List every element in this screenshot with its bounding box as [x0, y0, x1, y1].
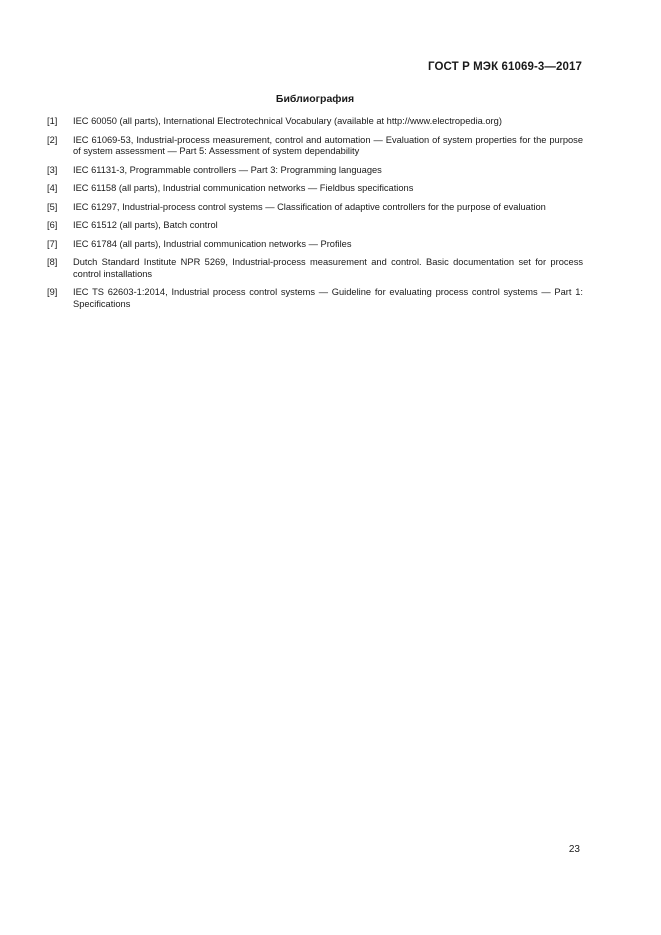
reference-number: [5]: [47, 201, 58, 212]
reference-text: IEC 61131-3, Programmable controllers — Part 3: Programming languages: [73, 164, 382, 175]
reference-item: [47, 202, 583, 214]
bibliography-title: Библиография: [275, 93, 355, 105]
reference-item: [47, 116, 583, 128]
reference-number: [2]: [47, 134, 58, 145]
reference-text: IEC 61784 (all parts), Industrial communication networks — Profiles: [73, 238, 352, 249]
reference-text: IEC 60050 (all parts), International Electrotechnical Vocabulary (available at http://www.electropedia.org): [73, 116, 502, 126]
reference-item: [47, 287, 583, 310]
reference-text: IEC 61069-53, Industrial-process measurement, control and automation — Evaluation of system properties for the purpose of system assessment — Part 5: Assessment of system dependability: [73, 134, 583, 156]
reference-item: [47, 183, 583, 195]
reference-item: [47, 220, 583, 232]
reference-item: [47, 239, 583, 251]
reference-number: [8]: [47, 257, 58, 267]
reference-number: [7]: [47, 238, 58, 249]
bibliography-list: [47, 116, 583, 317]
reference-number: [1]: [47, 116, 58, 126]
page-number: 23: [568, 844, 580, 855]
reference-text: IEC TS 62603-1:2014, Industrial process control systems — Guideline for evaluating process control systems — Part 1: Specifications: [73, 287, 583, 309]
reference-text: IEC 61158 (all parts), Industrial communication networks — Fieldbus specifications: [73, 183, 414, 193]
reference-text: IEC 61297, Industrial-process control systems — Classification of adaptive controllers for the purpose of evaluation: [73, 201, 546, 212]
reference-item: [47, 135, 583, 158]
standard-code-header: ГОСТ Р МЭК 61069-3—2017: [428, 61, 582, 73]
reference-item: [47, 165, 583, 177]
reference-number: [9]: [47, 287, 58, 297]
reference-number: [3]: [47, 164, 58, 175]
reference-text: Dutch Standard Institute NPR 5269, Industrial-process measurement and control. Basic documentation set for process control installations: [73, 257, 583, 279]
reference-text: IEC 61512 (all parts), Batch control: [73, 220, 218, 230]
reference-item: [47, 257, 583, 280]
reference-number: [6]: [47, 220, 58, 230]
reference-number: [4]: [47, 183, 58, 193]
